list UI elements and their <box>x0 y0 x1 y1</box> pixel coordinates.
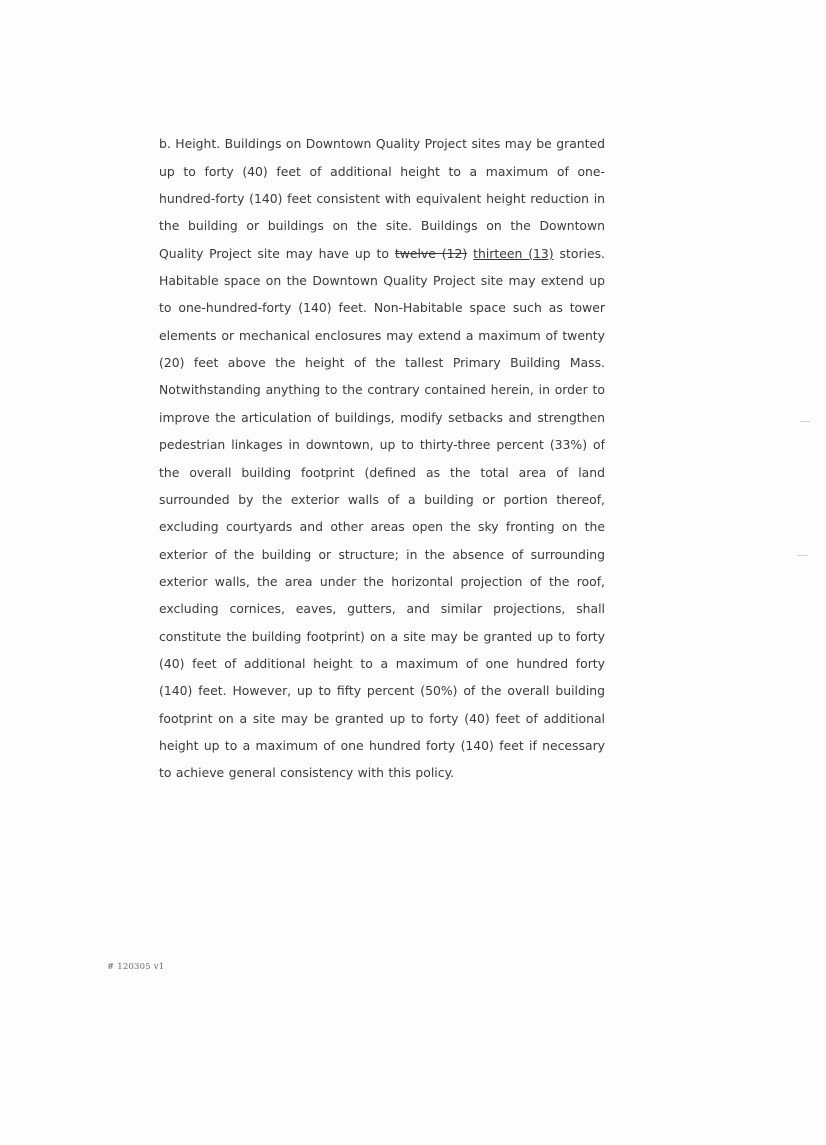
paragraph-text-end: stories. Habitable space on the Downtown Quality Project site may extend up to one-hundred-forty (140) feet. Non-Habitable space such as tower elements or mechanical enclosures may extend a maximum of twenty (20) feet above the height of the tallest Primary Building Mass. Notwithstanding anything to the contrary contained herein, in order to improve the articulation of buildings, modify setbacks and strengthen pedestrian linkages in downtown, up to thirty-three percent (33%) of the overall building footprint (defined as the total area of land surrounded by the exterior walls of a building or portion thereof, excluding courtyards and other areas open the sky fronting on the exterior of the building or structure; in the absence of surrounding exterior walls, the area under the horizontal projection of the roof, excluding cornices, eaves, gutters, and similar projections, shall constitute the building footprint) on a site may be granted up to forty (40) feet of additional height to a maximum of one hundred forty (140) feet. However, up to fifty percent (50%) of the overall building footprint on a site may be granted up to forty (40) feet of additional height up to a maximum of one hundred forty (140) feet if necessary to achieve general consistency with this policy. <box>159 245 605 781</box>
scan-artifact <box>800 421 810 422</box>
deleted-text: twelve (12) <box>394 245 468 261</box>
scan-artifact <box>798 555 808 556</box>
document-id-footer: # 120305 v1 <box>107 962 165 972</box>
inserted-text: thirteen (13) <box>473 245 554 261</box>
paragraph-text-start: b. Height. Buildings on Downtown Quality Project sites may be granted up to forty (40) feet of additional height to a maximum of one-hundred-forty (140) feet consistent with equivalent height reduction in the building or buildings on the site. Buildings on the Downtown Quality Project site may have up to <box>159 136 605 261</box>
height-paragraph <box>159 130 605 786</box>
